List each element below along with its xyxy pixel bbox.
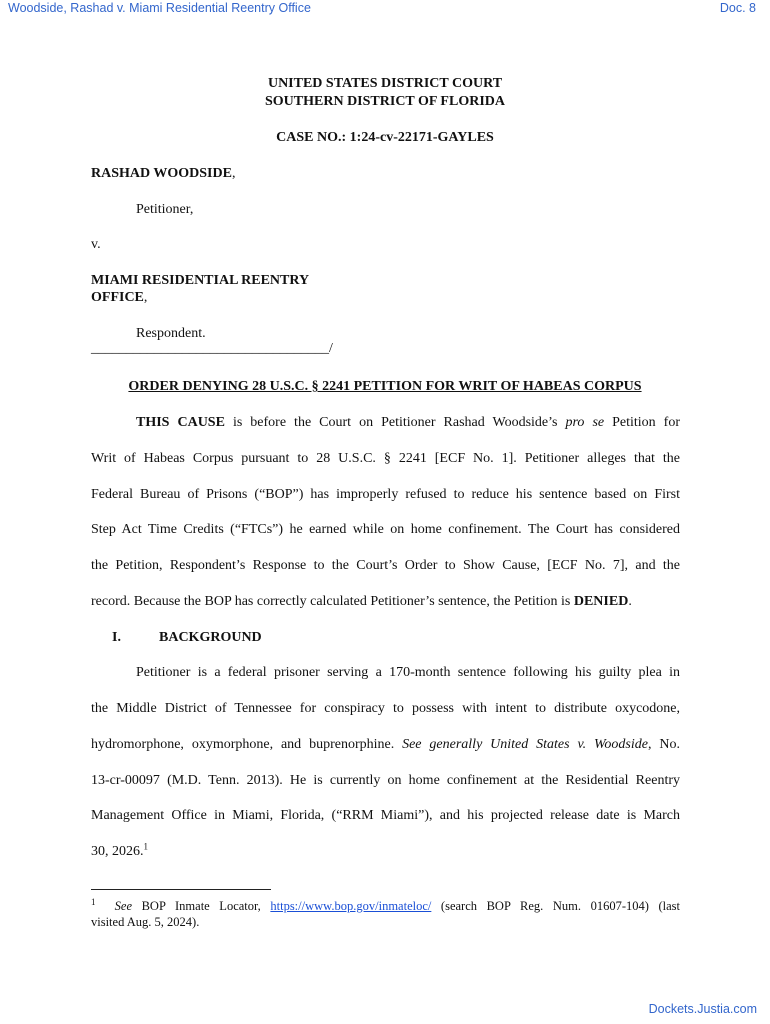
section-title: BACKGROUND <box>159 630 262 645</box>
footer-source-link[interactable]: Dockets.Justia.com <box>648 1002 757 1016</box>
para1-line6: record. Because the BOP has correctly calculated Petitioner’s sentence, the Petition is DENIED. <box>91 594 632 609</box>
para1-line1: THIS CAUSE is before the Court on Petitioner Rashad Woodside’s pro se Petition for <box>136 415 681 430</box>
para1-line4: Step Act Time Credits (“FTCs”) he earned while on home confinement. The Court has considered <box>91 522 680 537</box>
court-name-line1: UNITED STATES DISTRICT COURT <box>267 76 503 91</box>
header-case-title[interactable]: Woodside, Rashad v. Miami Residential Reentry Office <box>8 1 311 15</box>
respondent-role: Respondent. <box>136 326 206 341</box>
footnote-divider <box>91 889 271 890</box>
section-number: I. <box>112 630 121 645</box>
footnote-marker: 1 <box>91 896 96 907</box>
respondent-name-line1: MIAMI RESIDENTIAL REENTRY <box>91 273 310 288</box>
header-doc-number[interactable]: Doc. 8 <box>719 1 756 15</box>
para2-line6: 30, 2026.$^1$ <box>91 841 148 859</box>
bop-inmate-locator-link[interactable]: https://www.bop.gov/inmateloc/ <box>270 899 432 913</box>
order-title: ORDER DENYING 28 U.S.C. § 2241 PETITION FOR WRIT OF HABEAS CORPUS <box>128 379 642 394</box>
versus: v. <box>91 237 101 252</box>
petitioner-role: Petitioner, <box>136 202 194 217</box>
court-name-line2: SOUTHERN DISTRICT OF FLORIDA <box>265 94 505 109</box>
petitioner-name: RASHAD WOODSIDE, <box>91 166 236 181</box>
para1-line2: Writ of Habeas Corpus pursuant to 28 U.S.C. § 2241 [ECF No. 1]. Petitioner alleges that the <box>91 451 680 466</box>
footnote-reference[interactable]: 1 <box>143 841 148 852</box>
para1-line3: Federal Bureau of Prisons (“BOP”) has improperly refused to reduce his sentence based on First <box>91 487 680 502</box>
case-number: CASE NO.: 1:24-cv-22171-GAYLES <box>276 130 494 145</box>
caption-separator: __________________________________/ <box>91 341 333 356</box>
footnote-line2: visited Aug. 5, 2024). <box>91 915 200 929</box>
para2-line3: hydromorphone, oxymorphone, and buprenorphine. See generally United States v. Woodside, No. <box>91 737 680 752</box>
para2-line5: Management Office in Miami, Florida, (“RRM Miami”), and his projected release date is March <box>91 808 680 823</box>
para2-line1: Petitioner is a federal prisoner serving a 170-month sentence following his guilty plea in <box>136 665 680 680</box>
respondent-name-line2: OFFICE, <box>91 290 148 305</box>
para2-line2: the Middle District of Tennessee for conspiracy to possess with intent to distribute oxycodone, <box>91 701 680 716</box>
para1-line5: the Petition, Respondent’s Response to the Court’s Order to Show Cause, [ECF No. 7], and the <box>91 558 680 573</box>
para2-line4: 13-cr-00097 (M.D. Tenn. 2013). He is currently on home confinement at the Residential Reentry <box>91 773 680 788</box>
footnote-line1: $^1$ See BOP Inmate Locator, https://www.bop.gov/inmateloc/ (search BOP Reg. Num. 01607-104) (last <box>91 896 680 913</box>
